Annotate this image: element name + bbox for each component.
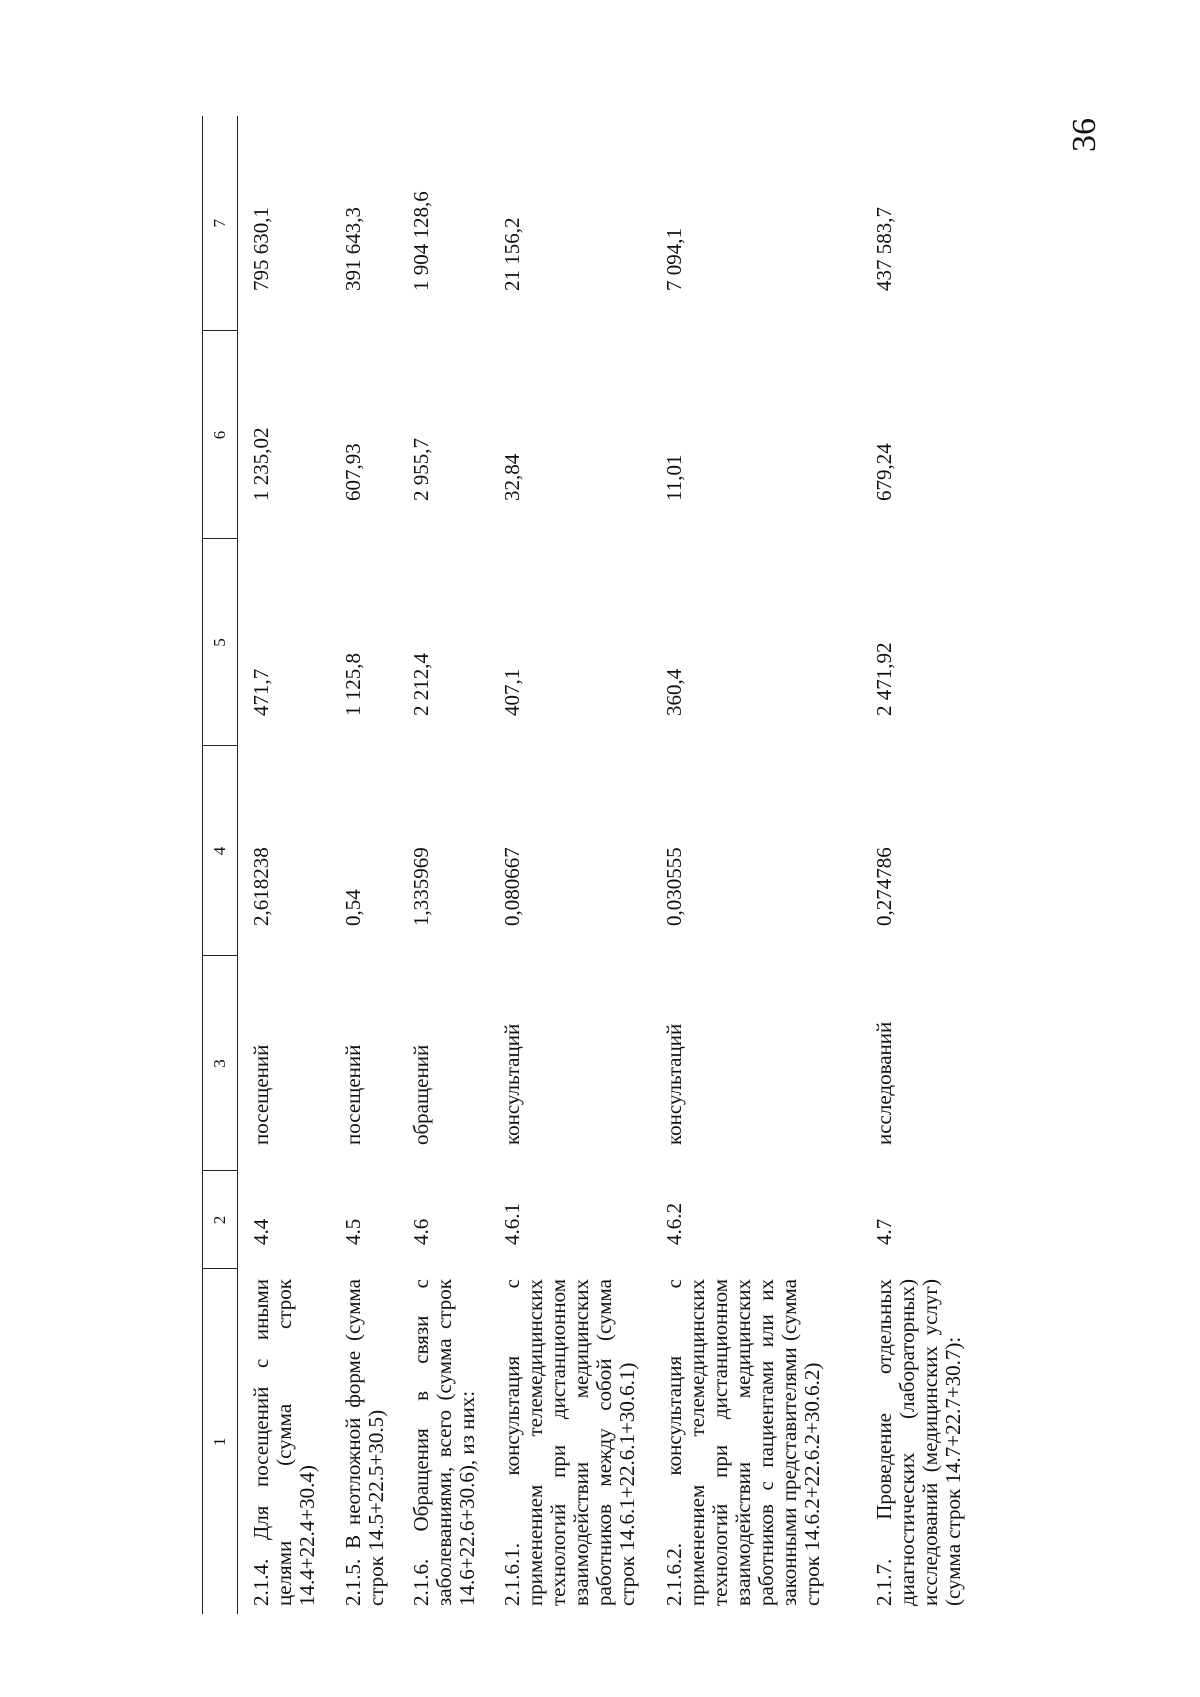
row-code: 4.5	[340, 1218, 365, 1245]
cell-col5: 1 125,8	[340, 653, 365, 716]
rotated-table-container	[202, 116, 965, 1614]
table-row	[861, 116, 975, 1614]
cell-col4: 2,618238	[249, 847, 273, 926]
table-row	[651, 116, 861, 1614]
cell-col7: 437 583,7	[871, 207, 896, 291]
row-code: 4.7	[871, 1218, 896, 1245]
row-code: 4.6	[408, 1218, 433, 1245]
table-row	[489, 116, 651, 1614]
row-unit: консультаций	[499, 1023, 524, 1145]
column-header: 2	[203, 1171, 238, 1269]
row-unit: консультаций	[661, 1023, 686, 1145]
table-row	[398, 116, 489, 1614]
row-unit: обращений	[408, 1044, 433, 1145]
table-header-row	[203, 116, 238, 1614]
cell-col7: 391 643,3	[340, 207, 365, 291]
row-name: 2.1.4. Для посещений с иными целями (сумма строк 14.4+22.4+30.4)	[249, 1279, 319, 1606]
data-table	[202, 116, 975, 1614]
table-row	[238, 116, 330, 1614]
cell-col7: 7 094,1	[661, 228, 686, 291]
row-name: 2.1.5. В неотложной форме (сумма строк 14.5+22.5+30.5)	[340, 1279, 388, 1606]
row-code: 4.6.1	[499, 1203, 524, 1245]
table-row	[330, 116, 398, 1614]
column-header: 4	[203, 746, 238, 956]
column-header: 5	[203, 539, 238, 746]
cell-col6: 2 955,7	[408, 438, 433, 501]
cell-col5: 2 212,4	[408, 653, 433, 716]
row-unit: посещений	[249, 1044, 273, 1145]
cell-col6: 11,01	[661, 454, 686, 501]
row-name: 2.1.6.2. консультация с применением телемедицинских технологий при дистанционном взаимодействии медицинских работников с пациентами или их законными представителями (сумма строк 14.6.2+22.6.2+30.6.2)	[661, 1279, 824, 1606]
cell-col4: 0,030555	[661, 847, 686, 926]
column-header: 1	[203, 1269, 238, 1614]
row-name: 2.1.7. Проведение отдельных диагностических (лабораторных) исследований (медицинских услуг) (сумма строк 14.7+22.7+30.7):	[871, 1279, 965, 1606]
cell-col4: 0,274786	[871, 847, 896, 926]
cell-col6: 679,24	[871, 443, 896, 501]
cell-col4: 1,335969	[408, 847, 433, 926]
cell-col6: 1 235,02	[249, 427, 273, 501]
column-header: 6	[203, 331, 238, 539]
row-unit: исследований	[871, 1021, 896, 1145]
page-number: 36	[1066, 118, 1103, 152]
row-unit: посещений	[340, 1044, 365, 1145]
cell-col6: 607,93	[340, 443, 365, 501]
cell-col5: 471,7	[249, 668, 273, 716]
cell-col7: 21 156,2	[499, 217, 524, 291]
cell-col5: 2 471,92	[871, 642, 896, 716]
row-name: 2.1.6. Обращения в связи с заболеваниями, всего (сумма строк 14.6+22.6+30.6), из них:	[408, 1279, 479, 1606]
cell-col6: 32,84	[499, 453, 524, 501]
cell-col7: 795 630,1	[249, 207, 273, 291]
cell-col5: 407,1	[499, 668, 524, 716]
cell-col5: 360,4	[661, 668, 686, 716]
row-code: 4.6.2	[661, 1203, 686, 1245]
column-header: 3	[203, 956, 238, 1171]
cell-col4: 0,080667	[499, 847, 524, 926]
cell-col7: 1 904 128,6	[408, 191, 433, 291]
row-code: 4.4	[249, 1218, 273, 1245]
column-header: 7	[203, 116, 238, 331]
cell-col4: 0,54	[340, 889, 365, 926]
row-name: 2.1.6.1. консультация с применением телемедицинских технологий при дистанционном взаимодействии медицинских работников между собой (сумма строк 14.6.1+22.6.1+30.6.1)	[499, 1279, 639, 1606]
